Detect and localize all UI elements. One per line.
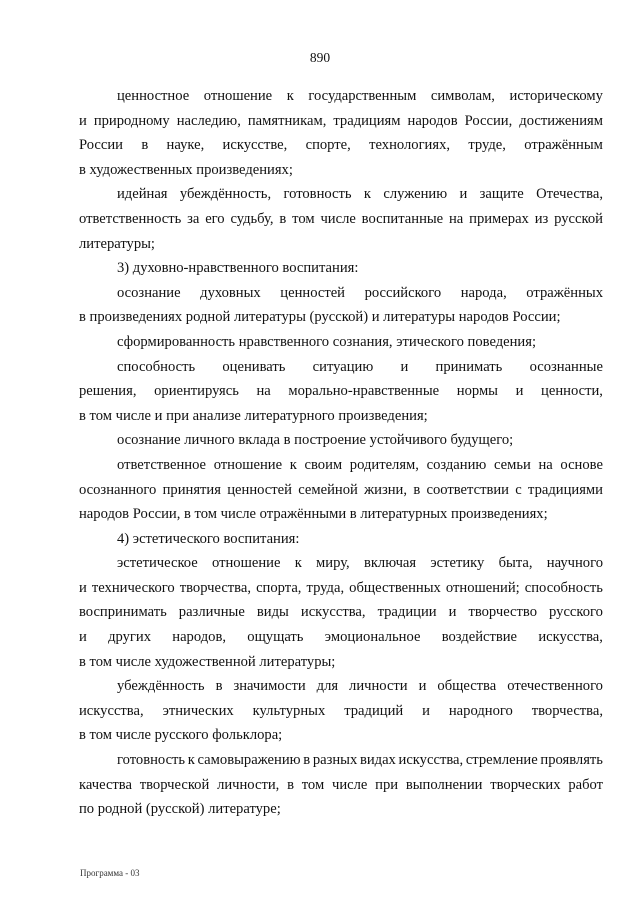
word: и	[515, 383, 524, 400]
text-line: в том числе художественной литературы;	[79, 653, 336, 670]
word: общества	[437, 678, 497, 695]
word: значимости	[233, 678, 306, 695]
word: личности	[349, 678, 408, 695]
text-line	[79, 453, 603, 478]
word: общественных	[349, 579, 441, 596]
text-line	[79, 551, 603, 576]
word: эмоциональное	[324, 629, 421, 646]
word: и	[422, 702, 430, 719]
word: отражённым	[524, 137, 603, 154]
word: воздействие	[441, 629, 518, 646]
word: в	[279, 210, 287, 227]
word: семьи	[493, 456, 531, 473]
word: видах	[359, 752, 396, 769]
text-line	[79, 773, 603, 798]
word: эстетику	[430, 555, 485, 572]
word: России	[79, 137, 123, 154]
word: природному	[93, 112, 170, 129]
word: в	[141, 137, 149, 154]
word: ответственность	[79, 210, 182, 227]
word: числе	[320, 210, 356, 227]
word: семейной	[298, 481, 358, 498]
word: искусства,	[300, 604, 366, 621]
word: его	[205, 210, 225, 227]
word: ценностей	[227, 481, 292, 498]
word: ценностей	[280, 284, 345, 301]
word: том	[301, 776, 325, 793]
word: в	[413, 481, 421, 498]
word: готовность	[283, 186, 352, 203]
word: и	[459, 186, 468, 203]
word: ценностное	[117, 88, 190, 104]
word: убеждённость	[117, 678, 205, 695]
word: выполнении	[405, 776, 483, 793]
word: спорте,	[305, 137, 351, 154]
word: идейная	[117, 186, 168, 203]
word: с	[515, 481, 522, 498]
word: этнических	[162, 702, 234, 719]
word: качества	[79, 776, 132, 793]
word: историческому	[509, 88, 603, 104]
word: способность	[524, 579, 603, 596]
word: традициями	[528, 481, 603, 498]
word: примерах	[469, 210, 529, 227]
text-line: народов России, в том числе отражёнными в литературных произведениях;	[79, 506, 548, 523]
word: миру,	[316, 555, 350, 572]
word: и	[418, 678, 427, 695]
word: родителям,	[349, 456, 419, 473]
text-line: в том числе и при анализе литературного произведения;	[79, 407, 428, 424]
text-line: 4) эстетического воспитания:	[117, 530, 300, 547]
word: способность	[117, 358, 196, 375]
word: судьбу,	[230, 210, 274, 227]
text-line: осознание личного вклада в построение устойчивого будущего;	[117, 432, 514, 449]
text-line	[79, 133, 603, 158]
word: отражённых	[526, 284, 603, 301]
word: в	[287, 776, 294, 793]
word: к	[289, 456, 297, 473]
text-line	[79, 207, 603, 232]
word: воспринимать	[79, 604, 167, 621]
word: русского	[549, 604, 603, 621]
document-body	[79, 84, 603, 822]
word: символам,	[430, 88, 495, 104]
word: творчества,	[179, 579, 252, 596]
word: служению	[383, 186, 448, 203]
word: искусства,	[79, 702, 144, 719]
page-footer: Программа - 03	[80, 868, 140, 878]
word: различные	[178, 604, 245, 621]
word: и	[400, 358, 409, 375]
word: на	[256, 383, 271, 400]
word: отношение	[213, 456, 283, 473]
word: творчество	[468, 604, 537, 621]
word: государственным	[308, 88, 417, 104]
word: быта,	[498, 555, 533, 572]
word: оценивать	[222, 358, 286, 375]
word: к	[286, 88, 294, 104]
word: работ	[568, 776, 603, 793]
word: виды	[256, 604, 289, 621]
text-line	[79, 355, 603, 380]
word: народного	[448, 702, 513, 719]
text-line	[79, 281, 603, 306]
text-line	[79, 478, 603, 503]
word: для	[316, 678, 339, 695]
word: убеждённость,	[179, 186, 272, 203]
word: отношение	[212, 555, 281, 572]
word: созданию	[426, 456, 487, 473]
text-line: 3) духовно-нравственного воспитания:	[117, 260, 359, 277]
word: наследию,	[176, 112, 241, 129]
text-line: по родной (русской) литературе;	[79, 801, 281, 818]
word: решения,	[79, 383, 137, 400]
text-line	[79, 699, 603, 724]
word: основе	[560, 456, 603, 473]
word: личности,	[217, 776, 280, 793]
word: технологиях,	[369, 137, 451, 154]
word: памятникам,	[247, 112, 327, 129]
text-line: литературы;	[79, 235, 155, 252]
word: народа,	[460, 284, 507, 301]
word: том	[292, 210, 315, 227]
text-line: в художественных произведениях;	[79, 161, 293, 178]
text-line	[79, 600, 603, 625]
word: за	[187, 210, 200, 227]
word: труде,	[468, 137, 506, 154]
word: народов,	[172, 629, 226, 646]
word: других	[108, 629, 151, 646]
word: научного	[546, 555, 603, 572]
word: ценности,	[541, 383, 603, 400]
word: труда,	[306, 579, 345, 596]
word: русской	[554, 210, 603, 227]
word: числе	[331, 776, 368, 793]
word: принимать	[435, 358, 503, 375]
word: ощущать	[247, 629, 304, 646]
word: искусства,	[538, 629, 603, 646]
text-line	[79, 576, 603, 601]
word: отношений;	[445, 579, 520, 596]
word: защите	[479, 186, 524, 203]
word: спорта,	[256, 579, 302, 596]
word: осознанные	[529, 358, 603, 375]
word: своим	[304, 456, 343, 473]
word: жизни,	[364, 481, 408, 498]
text-line: в произведениях родной литературы (русской) и литературы народов России;	[79, 309, 561, 326]
word: традициям	[333, 112, 401, 129]
word: соответствии	[426, 481, 509, 498]
word: ориентируясь	[154, 383, 239, 400]
word: в	[303, 752, 311, 769]
word: на	[449, 210, 464, 227]
text-line	[79, 674, 603, 699]
text-line	[79, 379, 603, 404]
word: морально-нравственные	[288, 383, 440, 400]
word: проявлять	[540, 752, 603, 769]
word: из	[534, 210, 549, 227]
word: культурных	[252, 702, 326, 719]
word: эстетическое	[117, 555, 198, 572]
text-line: сформированность нравственного сознания, этического поведения;	[117, 333, 537, 350]
text-line	[79, 182, 603, 207]
text-line	[79, 625, 603, 650]
word: стремление	[465, 752, 538, 769]
word: искусства,	[398, 752, 464, 769]
word: осознание	[117, 284, 181, 301]
word: и	[79, 112, 87, 129]
word: ответственное	[117, 456, 207, 473]
word: Отечества,	[536, 186, 603, 203]
page-number: 890	[309, 50, 331, 65]
word: ситуацию	[312, 358, 374, 375]
word: осознанного	[79, 481, 157, 498]
word: достижениям	[519, 112, 603, 129]
word: и	[79, 579, 87, 596]
word: в	[215, 678, 223, 695]
word: технического	[91, 579, 175, 596]
word: включая	[363, 555, 417, 572]
word: к	[363, 186, 371, 203]
word: принятия	[162, 481, 221, 498]
word: к	[187, 752, 195, 769]
word: нормы	[456, 383, 498, 400]
word: самовыражению	[197, 752, 301, 769]
text-line	[79, 109, 603, 134]
text-line: в том числе русского фольклора;	[79, 727, 283, 744]
word: творчества,	[531, 702, 603, 719]
word: отношение	[203, 88, 273, 104]
word: духовных	[200, 284, 261, 301]
word: разных	[312, 752, 358, 769]
word: на	[538, 456, 553, 473]
word: традиций	[344, 702, 404, 719]
word: творческой	[139, 776, 210, 793]
word: к	[294, 555, 302, 572]
text-line	[79, 84, 603, 109]
word: и	[448, 604, 457, 621]
word: отечественного	[507, 678, 603, 695]
word: при	[375, 776, 399, 793]
word: творческих	[490, 776, 561, 793]
word: искусстве,	[222, 137, 288, 154]
word: воспитанные	[361, 210, 444, 227]
word: науке,	[166, 137, 205, 154]
word: народов	[407, 112, 458, 129]
word: и	[79, 629, 87, 646]
word: традиции	[377, 604, 437, 621]
word: России,	[464, 112, 513, 129]
word: российского	[364, 284, 442, 301]
text-line	[79, 748, 603, 773]
word: готовность	[117, 752, 186, 769]
